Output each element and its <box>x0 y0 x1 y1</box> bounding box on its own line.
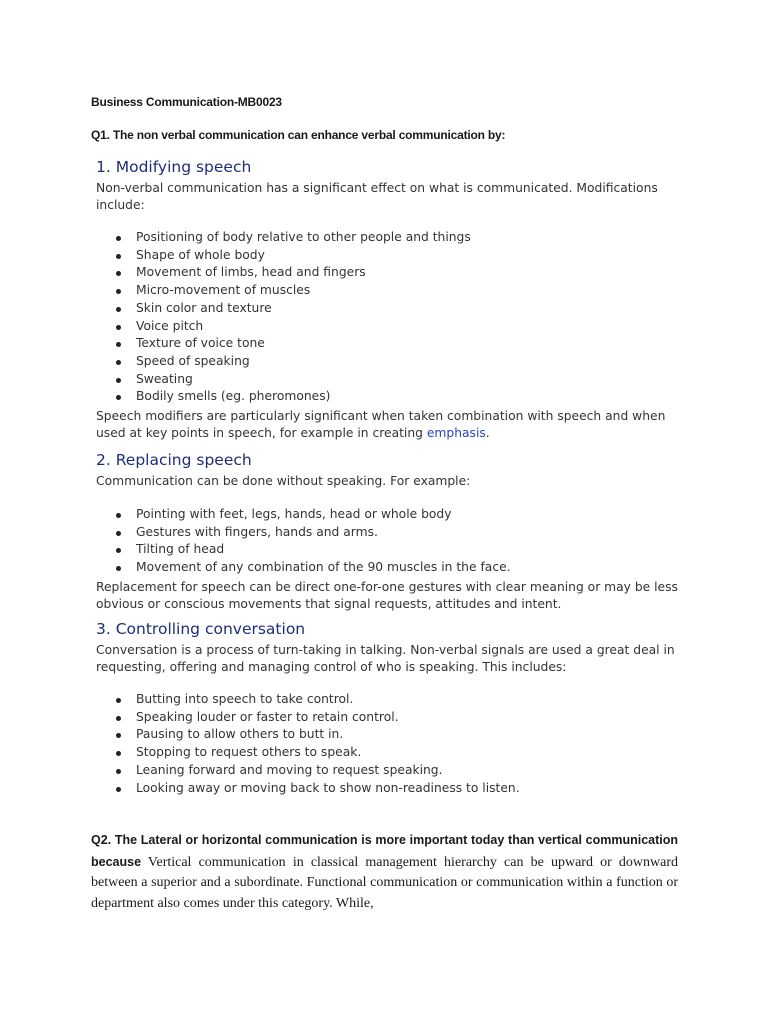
list-item: Bodily smells (eg. pheromones) <box>96 388 686 406</box>
outro-period: . <box>485 426 490 441</box>
list-item: Skin color and texture <box>96 300 686 318</box>
list-item: Micro-movement of muscles <box>96 282 686 300</box>
section-heading: 2. Replacing speech <box>96 451 252 469</box>
question-2-body: Vertical communication in classical management hierarchy can be upward or downward between a superior and a subordinate. Functional communication or communication within a function or department also comes under this category. While, <box>91 854 678 911</box>
section-intro: Communication can be done without speaking. For example: <box>96 474 471 488</box>
list-item: Speed of speaking <box>96 353 686 371</box>
section-controlling-conversation <box>96 618 686 797</box>
section-heading: 1. Modifying speech <box>96 158 252 176</box>
list-item: Tilting of head <box>96 541 686 559</box>
question-2 <box>91 830 678 914</box>
list-item: Butting into speech to take control. <box>96 691 686 709</box>
list-item: Pausing to allow others to butt in. <box>96 726 686 744</box>
emphasis-link[interactable]: emphasis <box>426 426 486 441</box>
section-outro <box>96 408 686 442</box>
list-item: Shape of whole body <box>96 247 686 265</box>
section-heading: 3. Controlling conversation <box>96 620 306 638</box>
question-1: Q1. The non verbal communication can enhance verbal communication by: <box>91 128 506 142</box>
list-item: Movement of any combination of the 90 muscles in the face. <box>96 559 686 577</box>
list-item: Pointing with feet, legs, hands, head or whole body <box>96 506 686 524</box>
section-replacing-speech <box>96 449 686 613</box>
list-item: Leaning forward and moving to request speaking. <box>96 762 686 780</box>
bullet-list <box>96 691 686 797</box>
list-item: Stopping to request others to speak. <box>96 744 686 762</box>
list-item: Movement of limbs, head and fingers <box>96 264 686 282</box>
question-2-heading: Q2. The Lateral or horizontal communication is more important today than vertical communication because <box>91 833 678 869</box>
outro-text: Speech modifiers are particularly significant when taken combination with speech and when used at key points in speech, for example in creating <box>96 409 666 441</box>
section-modifying-speech <box>96 156 686 442</box>
list-item: Gestures with fingers, hands and arms. <box>96 524 686 542</box>
list-item: Texture of voice tone <box>96 335 686 353</box>
section-outro: Replacement for speech can be direct one-for-one gestures with clear meaning or may be less obvious or conscious movements that signal requests, attitudes and intent. <box>96 579 678 611</box>
list-item: Speaking louder or faster to retain control. <box>96 709 686 727</box>
list-item: Sweating <box>96 371 686 389</box>
section-intro: Conversation is a process of turn-taking in talking. Non-verbal signals are used a great deal in requesting, offering and managing control of who is speaking. This includes: <box>96 643 675 674</box>
bullet-list <box>96 506 686 577</box>
bullet-list <box>96 229 686 406</box>
section-intro: Non-verbal communication has a significant effect on what is communicated. Modifications include: <box>96 181 658 212</box>
list-item: Positioning of body relative to other people and things <box>96 229 686 247</box>
list-item: Voice pitch <box>96 318 686 336</box>
list-item: Looking away or moving back to show non-readiness to listen. <box>96 780 686 798</box>
document-title: Business Communication-MB0023 <box>91 95 282 109</box>
